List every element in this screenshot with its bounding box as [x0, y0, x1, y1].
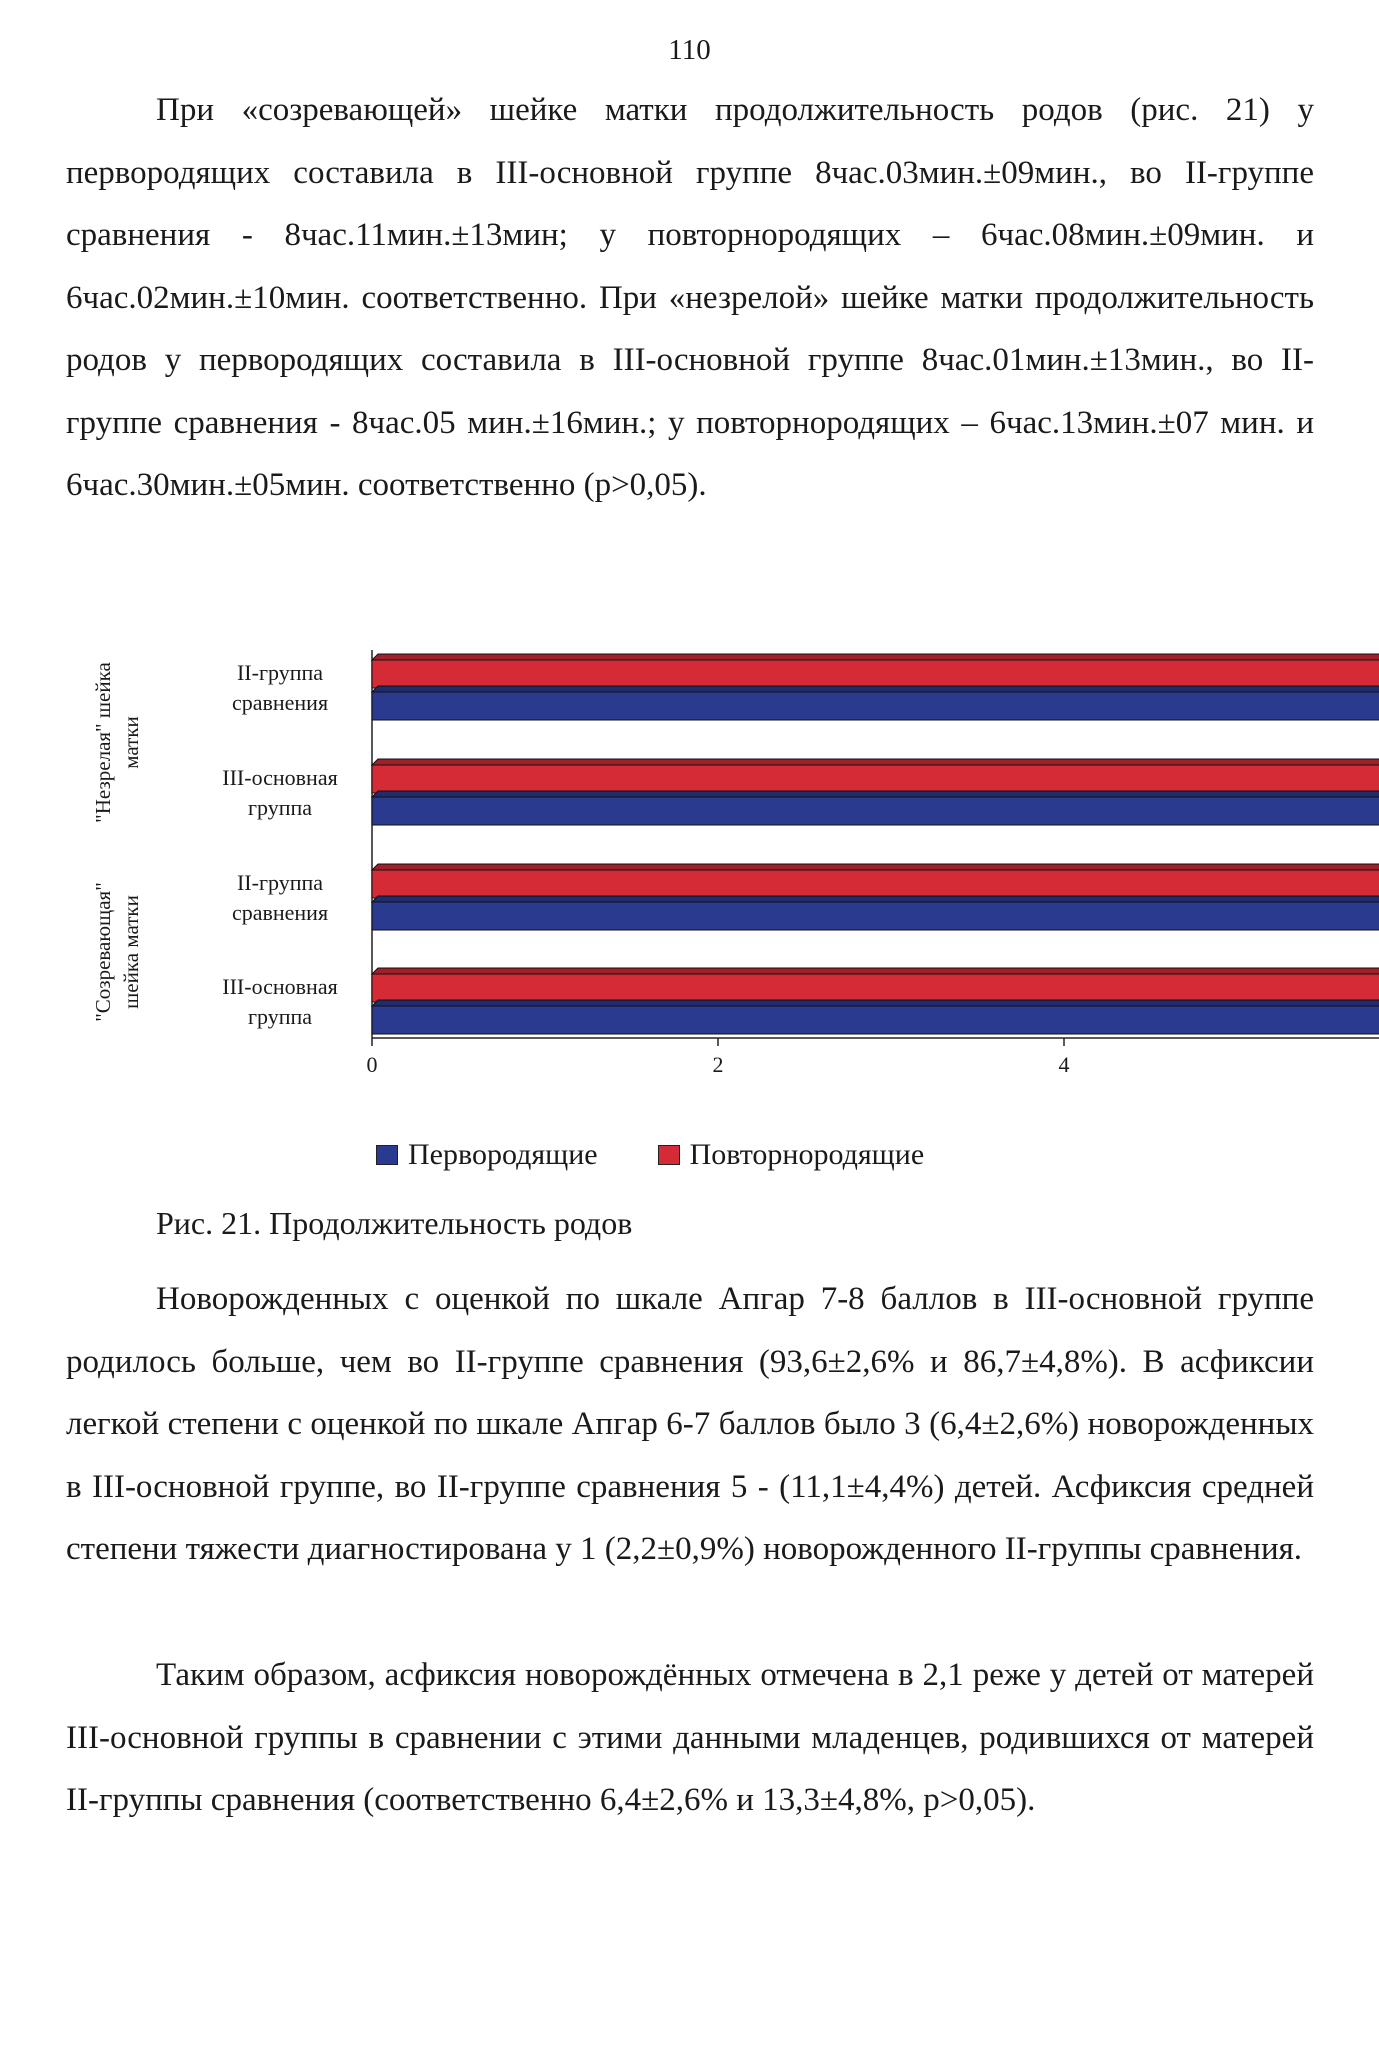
bar-multiparous [372, 765, 1379, 793]
category-label: III-основная группа [222, 765, 338, 820]
bar-multiparous [372, 974, 1379, 1002]
bar-top-face [372, 896, 1379, 902]
bar-top-face [372, 654, 1379, 660]
category-label: II-группа сравнения [231, 660, 329, 715]
category-label: II-группа сравнения [231, 870, 329, 925]
paragraph-conclusion: Таким образом, асфиксия новорождённых отмечена в 2,1 реже у детей от матерей III-основной группы в сравнении с этими данными младенцев, родившихся от матерей II-группы сравнения (соответственно 6,4±2,6% и 13,3±4,8%, р>0,05). [66, 1657, 1314, 1818]
paragraph-intro: При «созревающей» шейке матки продолжительность родов (рис. 21) у первородящих составила в III-основной группе 8час.03мин.±09мин., во II-группе сравнения - 8час.11мин.±13мин; у повторнородящих – 6час.08мин.±09мин. и 6час.02мин.±10мин. соответственно. При «незрелой» шейке матки продолжительность родов у первородящих составила в III-основной группе 8час.01мин.±13мин., во II-группе сравнения - 8час.05 мин.±16мин.; у повторнородящих – 6час.13мин.±07 мин. и 6час.30мин.±05мин. соответственно (р>0,05). [66, 92, 1314, 503]
legend-swatch-primiparous [376, 1145, 398, 1165]
bar-multiparous [372, 870, 1379, 898]
bar-top-face [372, 968, 1379, 974]
x-tick-label: 4 [1058, 1052, 1070, 1077]
legend-label-multiparous: Повторнородящие [689, 1138, 925, 1171]
figure-caption: Рис. 21. Продолжительность родов [156, 1205, 633, 1241]
legend-item-multiparous [658, 1138, 925, 1172]
page-number: 110 [668, 34, 711, 66]
bar-primiparous [372, 692, 1379, 720]
group-label: "Созревающая" шейка матки [91, 882, 143, 1022]
x-tick-label: 0 [366, 1052, 378, 1077]
labor-duration-chart [0, 620, 1379, 1140]
bar-primiparous [372, 902, 1379, 930]
bar-top-face [372, 864, 1379, 870]
legend-item-primiparous [376, 1138, 598, 1172]
chart-legend [376, 1138, 924, 1172]
bar-primiparous [372, 797, 1379, 825]
legend-label-primiparous: Первородящие [408, 1138, 598, 1171]
group-label: "Незрелая" шейка матки [91, 662, 143, 823]
bar-multiparous [372, 660, 1379, 688]
category-label: III-основная группа [222, 974, 338, 1029]
bar-top-face [372, 759, 1379, 765]
bar-top-face [372, 791, 1379, 797]
x-tick-label: 2 [712, 1052, 724, 1077]
paragraph-apgar: Новорожденных с оценкой по шкале Апгар 7-8 баллов в III-основной группе родилось больше, чем во II-группе сравнения (93,6±2,6% и 86,7±4,8%). В асфиксии легкой степени с оценкой по шкале Апгар 6-7 баллов было 3 (6,4±2,6%) новорожденных в III-основной группе, во II-группе сравнения 5 - (11,1±4,4%) детей. Асфиксия средней степени тяжести диагностирована у 1 (2,2±0,9%) новорожденного II-группы сравнения. [66, 1281, 1314, 1567]
bar-primiparous [372, 1006, 1379, 1034]
bar-top-face [372, 686, 1379, 692]
legend-swatch-multiparous [658, 1145, 680, 1165]
bar-top-face [372, 1000, 1379, 1006]
